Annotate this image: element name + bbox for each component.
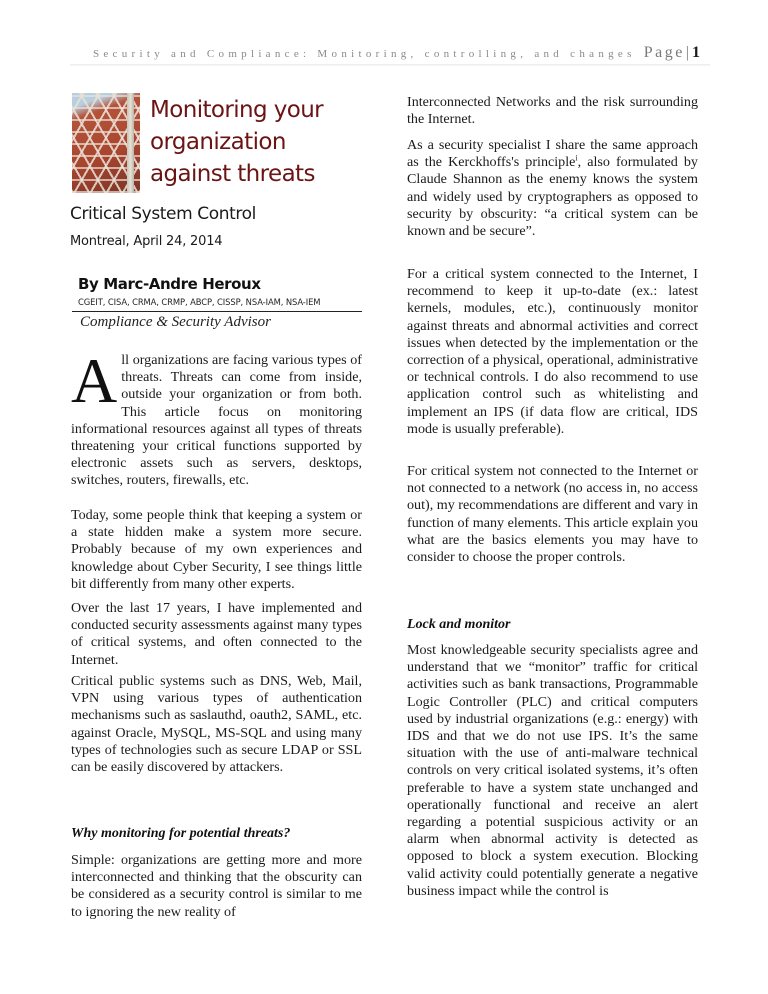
paragraph: [407, 137, 698, 240]
author-credentials: CGEIT, CISA, CRMA, CRMP, ABCP, CISSP, NSA-IAM, NSA-IEM: [78, 297, 321, 307]
running-header: [70, 44, 700, 62]
section-heading: Lock and monitor: [407, 617, 511, 632]
paragraph: Today, some people think that keeping a system or a state hidden make a system more secure. Probably because of my own experiences and knowledge about Cyber Security, I see things little bit differently from many other experts.: [71, 507, 362, 592]
kerckhoffs-text-cont: , also formulated by Claude Shannon as the enemy knows the system and widely used by cryptographers as opposed to security by obscurity: “a critical system can be known and be secure”.: [407, 154, 698, 240]
paragraph: Critical public systems such as DNS, Web, Mail, VPN using various types of authentication mechanisms such as saslauthd, oauth2, SAML, etc. against Oracle, MySQL, MS-SQL and using many types of technologies such as secure LDAP or SSL can be easily discovered by attackers.: [71, 673, 362, 776]
drop-cap: A: [71, 345, 118, 416]
author-role: Compliance & Security Advisor: [80, 314, 271, 330]
section-heading: Why monitoring for potential threats?: [71, 826, 291, 841]
article-title: [150, 94, 323, 190]
page-number: 1: [692, 44, 700, 61]
paragraph: For a critical system connected to the Internet, I recommend to keep it up-to-date (ex.: latest kernels, modules, etc.), continuously monitor against threats and abnormal activities and correct issues when detected by the implementation or the correction of a physical, operational, administrative or technical controls. I do also recommend to use application control such as whitelisting and implement an IPS (if data flow are critical, IDS mode is usually preferable).: [407, 266, 698, 437]
title-line: Monitoring your: [150, 97, 324, 123]
dateline: Montreal, April 24, 2014: [70, 234, 223, 249]
paragraph: Over the last 17 years, I have implemented and conducted security assessments against many types of critical systems, and often connected to the Internet.: [71, 600, 362, 668]
paragraph: Interconnected Networks and the risk surrounding the Internet.: [407, 94, 698, 128]
footnote-marker[interactable]: i: [575, 153, 578, 163]
title-line: against threats: [150, 161, 315, 187]
page-separator: |: [685, 44, 689, 61]
paragraph: For critical system not connected to the Internet or not connected to a network (no access in, no access out), my recommendations are different and vary in function of many elements. This article explain you what are the basics elements you may have to consider to choose the proper controls.: [407, 463, 698, 566]
author-rule: [72, 311, 362, 312]
intro-text: ll organizations are facing various types of threats. Threats can come from inside, outside your organization or from both. This article focus on monitoring informational resources against all types of threats threatening your critical functions supported by electronic assets such as servers, desktops, switches, routers, firewalls, etc.: [71, 352, 362, 489]
page-label: Page: [643, 44, 685, 61]
intro-paragraph: [71, 345, 362, 490]
photo-pole: [127, 93, 134, 193]
article-subtitle: Critical System Control: [70, 204, 256, 224]
paragraph: Simple: organizations are getting more and more interconnected and thinking that the obscurity can be considered as a security control is similar to me to ignoring the new reality of: [71, 852, 362, 920]
kerckhoffs-text: As a security specialist I share the same approach as the Kerckhoffs's principle: [407, 137, 698, 171]
title-line: organization: [150, 129, 286, 155]
paragraph: Most knowledgeable security specialists agree and understand that we “monitor” traffic for critical activities such as bank transactions, Programmable Logic Controller (PLC) and critical computers used by industrial organizations (e.g.: energy) with IDS and that we do not use IPS. It’s the same situation with the use of anti-malware technical controls on very critical isolated systems, it’s often preferable to have a system state unchanged and operationally functional and receive an alert regarding a potential suspicious activity or an alarm when abnormal activity is detected as opposed to block a system execution. Blocking valid activity could potentially generate a negative business impact while the control is: [407, 642, 698, 899]
author-name: By Marc-Andre Heroux: [78, 275, 261, 293]
header-rule: [70, 64, 710, 66]
running-header-title: Security and Compliance: Monitoring, controlling, and changes: [92, 48, 636, 60]
article-photo-icon: [72, 93, 140, 193]
